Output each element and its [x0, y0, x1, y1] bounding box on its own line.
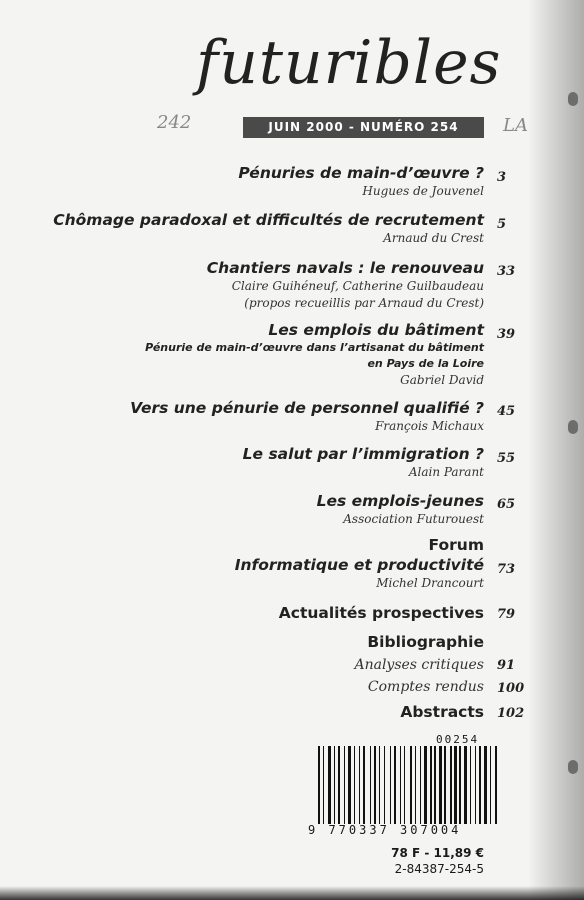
barcode-bar: [420, 746, 421, 824]
barcode-bar: [464, 746, 467, 824]
barcode-bar: [488, 746, 489, 824]
barcode-bar: [441, 746, 443, 824]
barcode-bar: [495, 746, 497, 824]
barcode-bar: [470, 746, 471, 824]
article-title: Le salut par l’immigration ?: [242, 445, 484, 463]
toc-entry: [243, 444, 484, 481]
barcode-bar: [400, 746, 401, 824]
barcode-addon: [434, 746, 498, 824]
barcode-bar: [475, 746, 476, 824]
barcode-bar: [352, 746, 353, 824]
barcode-bar: [354, 746, 355, 824]
barcode-bar: [422, 746, 423, 824]
barcode-bar: [361, 746, 362, 824]
barcode-bar: [363, 746, 365, 824]
barcode-bar: [434, 746, 436, 824]
article-author: Michel Drancourt: [376, 576, 484, 590]
toc-entry: [53, 210, 484, 247]
section-heading-actualites: Actualités prospectives: [278, 604, 484, 622]
article-title: Les emplois du bâtiment: [268, 321, 484, 339]
article-subtitle: Pénurie de main-d’œuvre dans l’artisanat du bâtiment: [145, 341, 484, 354]
barcode-bar: [397, 746, 399, 824]
barcode-bar: [334, 746, 335, 824]
barcode-bar: [410, 746, 412, 824]
barcode-bar: [477, 746, 478, 824]
barcode-bar: [318, 746, 320, 824]
article-title: Pénuries de main-d’œuvre ?: [238, 164, 484, 182]
article-title: Vers une pénurie de personnel qualifié ?: [130, 399, 484, 417]
page-number: 100: [497, 681, 525, 696]
barcode-bar: [430, 746, 432, 824]
barcode-digits: 9 770337 307004: [308, 823, 462, 837]
barcode-bar: [386, 746, 389, 824]
barcode-bar: [482, 746, 483, 824]
bibliographie-item: Comptes rendus: [367, 679, 484, 695]
section-heading-forum: Forum: [428, 536, 484, 554]
binder-hole: [568, 92, 578, 106]
barcode-addon-digits: 00254: [436, 733, 480, 746]
barcode-bar: [446, 746, 449, 824]
price: 78 F - 11,89 €: [391, 846, 484, 860]
barcode-bar: [328, 746, 331, 824]
toc-entry: [207, 258, 484, 312]
barcode-bar: [417, 746, 419, 824]
barcode-bar: [413, 746, 414, 824]
forum-section: [235, 535, 484, 592]
barcode-bar: [338, 746, 340, 824]
page-number: 55: [497, 451, 516, 466]
page-number: 3: [497, 170, 507, 185]
barcode-bar: [381, 746, 383, 824]
actualites-section: [279, 603, 484, 623]
barcode-bar: [479, 746, 481, 824]
barcode-bar: [390, 746, 391, 824]
barcode-bar: [344, 746, 345, 824]
barcode-bar: [450, 746, 451, 824]
article-author: Association Futurouest: [343, 512, 484, 526]
toc-entry: [317, 491, 484, 528]
article-author: Alain Parant: [408, 465, 484, 479]
page-number: 39: [497, 327, 516, 342]
toc-entry: [238, 163, 484, 200]
page-number: 73: [497, 562, 516, 577]
barcode-bar: [366, 746, 369, 824]
barcode-bar: [490, 746, 491, 824]
binder-hole: [568, 420, 578, 434]
barcode-bar: [346, 746, 347, 824]
barcode-bar: [444, 746, 445, 824]
barcode-bar: [484, 746, 487, 824]
isbn: 2-84387-254-5: [394, 862, 484, 876]
barcode-bar: [461, 746, 463, 824]
barcode-bar: [454, 746, 456, 824]
page-number: 45: [497, 404, 516, 419]
article-author: François Michaux: [375, 419, 484, 433]
barcode-bar: [428, 746, 429, 824]
section-heading-abstracts: Abstracts: [400, 703, 484, 721]
barcode-bar: [394, 746, 396, 824]
barcode-bar: [356, 746, 358, 824]
page-number: 102: [497, 706, 525, 721]
barcode-bar: [332, 746, 333, 824]
toc-entry: [145, 320, 484, 389]
article-author-note: (propos recueillis par Arnaud du Crest): [244, 296, 484, 310]
barcode-bar: [452, 746, 453, 824]
barcode-bar: [325, 746, 327, 824]
barcode-bar: [374, 746, 376, 824]
magazine-title: futuribles: [196, 28, 502, 98]
barcode-bar: [406, 746, 409, 824]
barcode-bar: [439, 746, 440, 824]
barcode-bar: [392, 746, 393, 824]
abstracts-section: [400, 702, 484, 722]
barcode-bar: [404, 746, 405, 824]
article-author: Claire Guihéneuf, Catherine Guilbaudeau: [231, 279, 484, 293]
handwritten-note-right: LA: [503, 115, 528, 136]
barcode-bar: [468, 746, 469, 824]
barcode-bar: [370, 746, 371, 824]
page-number: 33: [497, 264, 516, 279]
scan-bottom-shadow: [0, 886, 584, 900]
barcode-bar: [402, 746, 403, 824]
barcode-bar: [379, 746, 380, 824]
article-title: Chômage paradoxal et difficultés de recrutement: [53, 211, 484, 229]
article-author: Gabriel David: [400, 373, 484, 387]
bibliographie-section: [354, 632, 484, 697]
barcode-bar: [321, 746, 322, 824]
barcode-bar: [348, 746, 351, 824]
barcode-bar: [437, 746, 438, 824]
article-title: Chantiers navals : le renouveau: [206, 259, 484, 277]
handwritten-note-left: 242: [157, 112, 192, 133]
page-number: 5: [497, 217, 507, 232]
barcode-bar: [372, 746, 373, 824]
issue-banner: JUIN 2000 - NUMÉRO 254: [243, 117, 484, 138]
barcode-bar: [341, 746, 343, 824]
barcode-bar: [459, 746, 460, 824]
page-number: 65: [497, 497, 516, 512]
barcode-bar: [384, 746, 385, 824]
barcode-bar: [359, 746, 360, 824]
page-number: 79: [497, 607, 516, 622]
article-author: Arnaud du Crest: [383, 231, 484, 245]
barcode-bar: [377, 746, 378, 824]
barcode-bar: [457, 746, 458, 824]
barcode-bar: [472, 746, 474, 824]
binder-hole: [568, 760, 578, 774]
bibliographie-item: Analyses critiques: [354, 657, 484, 673]
barcode-bar: [424, 746, 427, 824]
barcode-bar: [336, 746, 337, 824]
article-title: Les emplois-jeunes: [316, 492, 484, 510]
article-author: Hugues de Jouvenel: [362, 184, 484, 198]
article-title: Informatique et productivité: [234, 556, 484, 574]
article-subtitle: en Pays de la Loire: [367, 357, 484, 370]
barcode-bar: [415, 746, 416, 824]
page-number: 91: [497, 658, 516, 673]
section-heading-bibliographie: Bibliographie: [367, 633, 484, 651]
barcode-bar: [323, 746, 324, 824]
toc-entry: [130, 398, 484, 435]
barcode-bar: [492, 746, 494, 824]
